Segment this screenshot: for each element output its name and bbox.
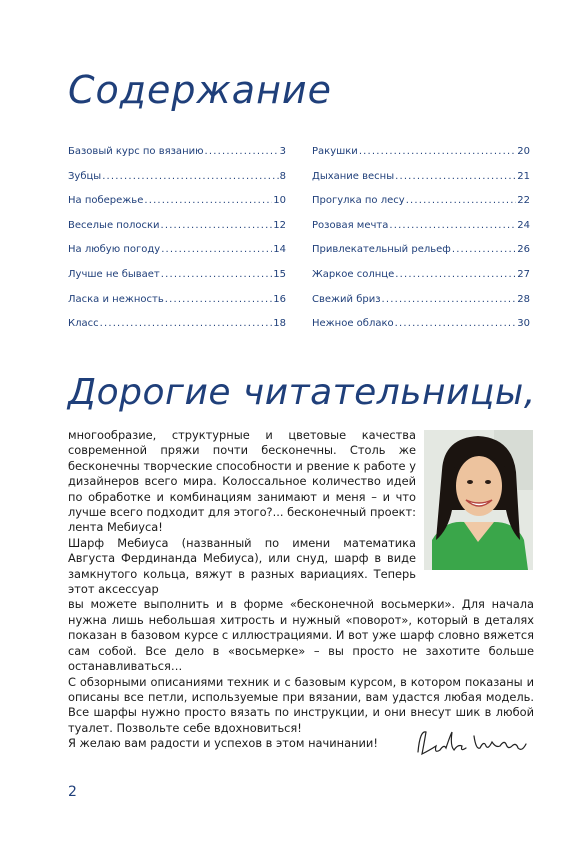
- toc-leader-dots: [389, 220, 516, 231]
- toc-leader-dots: [160, 220, 272, 231]
- toc-leader-dots: [395, 318, 517, 329]
- toc-right-column: [312, 146, 530, 343]
- toc-item[interactable]: [312, 171, 530, 196]
- toc-item[interactable]: [68, 294, 286, 319]
- toc-item-page: 18: [273, 318, 286, 330]
- toc-item[interactable]: [312, 220, 530, 245]
- letter-paragraph: Я желаю вам радости и успехов в этом начинании!: [68, 736, 378, 751]
- toc-leader-dots: [382, 294, 517, 305]
- toc-item[interactable]: [68, 195, 286, 220]
- toc-item-page: 3: [279, 146, 286, 157]
- toc-item-page: 22: [517, 195, 530, 207]
- toc-item[interactable]: [68, 220, 286, 245]
- signature-icon: [410, 722, 540, 762]
- toc-item[interactable]: [312, 244, 530, 269]
- toc-item-page: 26: [517, 244, 530, 256]
- toc-item[interactable]: [68, 244, 286, 269]
- toc-item[interactable]: [68, 269, 286, 294]
- letter-body: [68, 428, 534, 752]
- page-title: Содержание: [68, 68, 332, 112]
- toc-item-title: Ракушки: [312, 146, 358, 157]
- toc-leader-dots: [205, 146, 279, 157]
- toc-item[interactable]: [312, 146, 530, 171]
- toc-item-page: 16: [273, 293, 286, 305]
- letter-narrow-block: [68, 428, 416, 597]
- toc-item[interactable]: [312, 294, 530, 319]
- toc-leader-dots: [359, 146, 516, 157]
- toc-item-title: Базовый курс по вязанию: [68, 146, 204, 157]
- toc-item-page: 21: [517, 170, 530, 182]
- toc-item-title: Прогулка по лесу: [312, 195, 405, 207]
- toc-item-page: 28: [517, 293, 530, 305]
- toc-leader-dots: [406, 195, 517, 206]
- toc-item-page: 14: [273, 244, 286, 256]
- toc-item[interactable]: [68, 318, 286, 343]
- letter-paragraph: Шарф Мебиуса (названный по имени математика Августа Фердинанда Мебиуса), или снуд, шарф в виде замкнутого кольца, вяжут в разных вариациях. Теперь этот аксессуар: [68, 535, 416, 597]
- letter-paragraph: вы можете выполнить и в форме «бесконечной восьмерки». Для начала нужна лишь небольшая хитрость и нужный «поворот», который в деталях показан в базовом курсе с иллюстрациями. И вот уже шарф словно вяжется сам собой. Все дело в «восьмерке» – вы просто не захотите больше останавливаться…: [68, 597, 534, 674]
- toc-item-title: Лучше не бывает: [68, 268, 160, 280]
- page-number: 2: [68, 784, 77, 800]
- toc-item-page: 15: [273, 268, 286, 280]
- toc-item[interactable]: [312, 318, 530, 343]
- toc-item-title: Ласка и нежность: [68, 293, 164, 305]
- toc-left-column: [68, 146, 286, 343]
- toc-item-page: 30: [517, 318, 530, 330]
- toc-leader-dots: [165, 294, 273, 305]
- toc-item-page: 8: [279, 170, 286, 182]
- toc-item-title: Веселые полоски: [68, 219, 160, 231]
- toc-item-title: На побережье: [68, 195, 144, 207]
- toc-leader-dots: [144, 195, 272, 206]
- toc-item-title: На любую погоду: [68, 244, 161, 256]
- letter-paragraph: многообразие, структурные и цветовые качества современной пряжи почти бесконечны. Столь же бесконечны творческие способности и рвение к работе у дизайнеров всего мира. Колоссальное количество идей по обработке и комбинациям занимают и меня – и что лучше всего подходит для этого?... бесконечный проект: лента Мебиуса!: [68, 428, 416, 535]
- toc-item-title: Нежное облако: [312, 318, 394, 330]
- toc-leader-dots: [395, 269, 516, 280]
- toc-item-title: Дыхание весны: [312, 170, 395, 182]
- toc-item-title: Привлекательный рельеф: [312, 244, 451, 256]
- toc-leader-dots: [102, 171, 278, 182]
- toc-item-title: Зубцы: [68, 170, 102, 182]
- toc-item-title: Розовая мечта: [312, 219, 389, 231]
- toc-leader-dots: [100, 318, 273, 329]
- toc-item-page: 24: [517, 219, 530, 231]
- toc-item[interactable]: [68, 146, 286, 171]
- toc-item[interactable]: [312, 269, 530, 294]
- toc-item-title: Жаркое солнце: [312, 268, 395, 280]
- toc-leader-dots: [395, 171, 516, 182]
- toc-item-page: 10: [273, 195, 286, 207]
- toc-item-page: 20: [517, 146, 530, 157]
- letter-paragraph: С обзорными описаниями техник и с базовым курсом, в котором показаны и описаны все петли, используемые при вязании, вам удастся любая модель. Все шарфы нужно просто вязать по инструкции, и они внесут шик в любой туалет. Позвольте себе вдохновиться!: [68, 674, 534, 735]
- toc-leader-dots: [161, 269, 273, 280]
- author-signature: [410, 722, 540, 762]
- toc-leader-dots: [452, 244, 516, 255]
- toc-item-title: Свежий бриз: [312, 293, 381, 305]
- toc-item[interactable]: [68, 171, 286, 196]
- toc-item[interactable]: [312, 195, 530, 220]
- greeting-heading: Дорогие читательницы,: [68, 372, 536, 413]
- toc-leader-dots: [161, 244, 272, 255]
- toc-item-page: 12: [273, 219, 286, 231]
- toc-item-title: Класс: [68, 318, 99, 330]
- toc-item-page: 27: [517, 268, 530, 280]
